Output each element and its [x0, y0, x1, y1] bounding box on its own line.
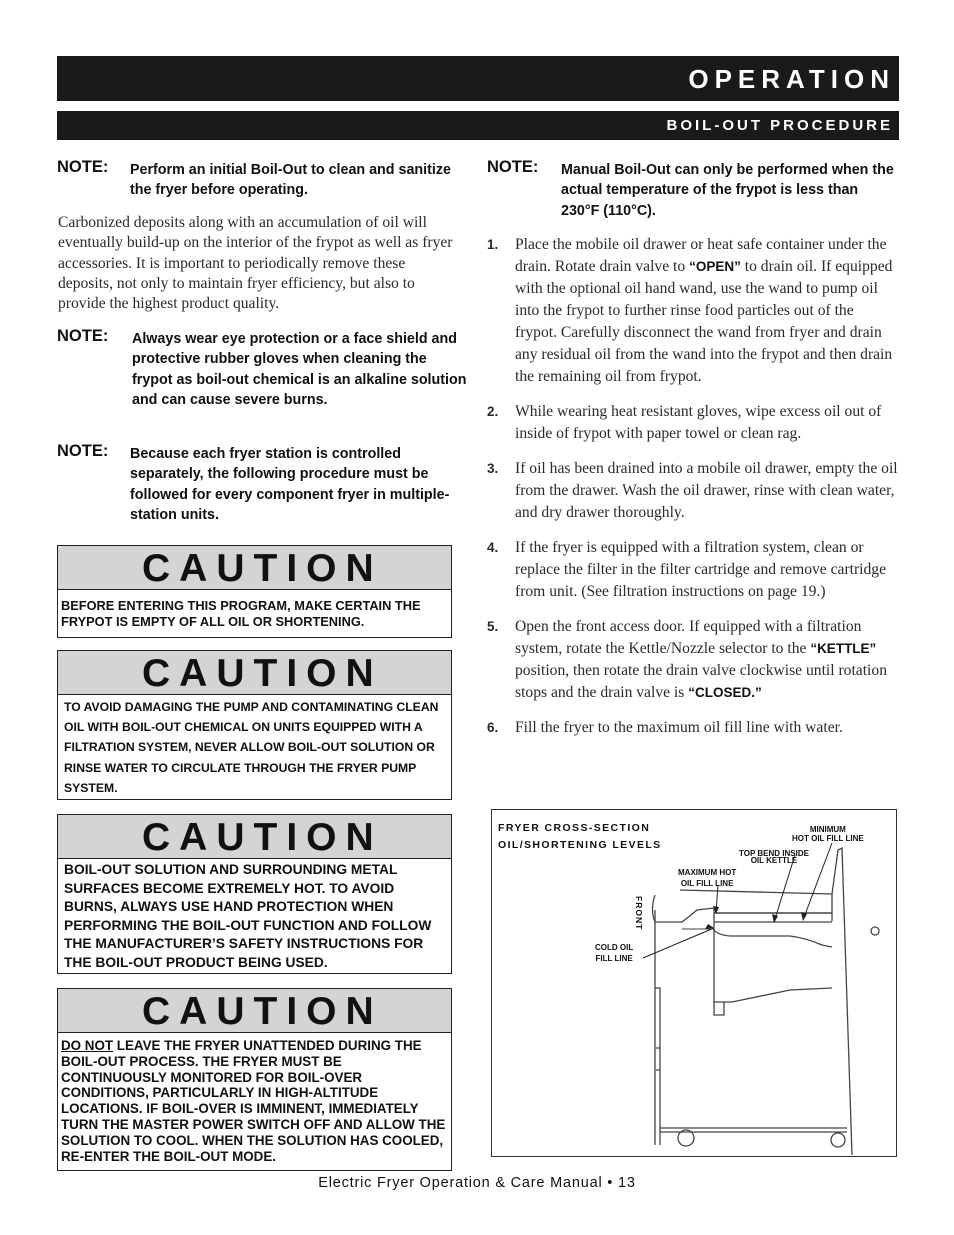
note-text: Manual Boil-Out can only be performed when the actual temperature of the frypot is less than 230°F (110°C).: [561, 162, 894, 219]
label-line: TOP BEND INSIDE: [739, 849, 809, 858]
label-maximum-hot-oil: [678, 868, 736, 888]
leader-top-bend: [774, 855, 795, 922]
caution-title: CAUTION: [58, 989, 451, 1033]
caution-box-hot-surfaces: [57, 814, 452, 974]
step-keyword: “OPEN”: [689, 259, 741, 274]
note-text: Because each fryer station is controlled separately, the following procedure must be followed for every component fryer in multiple-station units.: [130, 446, 450, 524]
caution-emphasis: DO NOT: [61, 1038, 114, 1053]
step-text: Fill the fryer to the maximum oil fill line with water.: [515, 719, 843, 736]
label-line: HOT OIL FILL LINE: [792, 834, 864, 843]
label-front: FRONT: [634, 896, 644, 931]
label-line: COLD OIL: [595, 943, 634, 952]
figure-title-line2: OIL/SHORTENING LEVELS: [498, 839, 662, 851]
step-item: [487, 717, 899, 739]
note-multiple-stations: [57, 444, 469, 526]
label-top-bend: [739, 849, 809, 865]
section-header: OPERATION: [57, 56, 899, 101]
step-keyword: “KETTLE”: [810, 641, 877, 656]
caution-text-rest: LEAVE THE FRYER UNATTENDED DURING THE BOIL-OUT PROCESS. THE FRYER MUST BE CONTINUOUSLY MONITORED FOR BOIL-OVER CONDITIONS, PARTICULARLY IN HIGH-ALTITUDE LOCATIONS. IF BOIL-OVER IS IMMINENT, IMMEDIATELY TURN THE MASTER POWER SWITCH OFF AND ALLOW THE SOLUTION TO COOL. WHEN THE SOLUTION HAS COOLED, RE-ENTER THE BOIL-OUT MODE.: [61, 1038, 446, 1164]
step-number: 4.: [487, 540, 499, 555]
note-text: Always wear eye protection or a face shield and protective rubber gloves when cleaning the frypot as boil-out chemical is an alkaline solution and can cause severe burns.: [132, 331, 467, 409]
note-label: NOTE:: [57, 158, 109, 176]
step-text: If oil has been drained into a mobile oil drawer, empty the oil from the drawer. Wash the oil drawer, rinse with clean water, and dry drawer thoroughly.: [515, 460, 898, 521]
kettle-bottom: [714, 930, 832, 1002]
fryer-diagram: [492, 810, 896, 1156]
figure-title: [498, 820, 662, 854]
step-number: 1.: [487, 237, 499, 252]
leader-cold: [643, 928, 714, 958]
step-item: [487, 616, 899, 704]
step-item: [487, 401, 899, 445]
caution-title: CAUTION: [58, 546, 451, 590]
kettle-rim: [714, 922, 832, 947]
step-text-cont: to drain oil. If equipped with the optional oil hand wand, use the wand to pump oil into the frypot to further rinse food particles out of the frypot. Carefully disconnect the wand from fryer and drain any residual oil from the wand into the frypot and then drain the remaining oil from frypot.: [515, 258, 893, 385]
note-label: NOTE:: [57, 442, 109, 460]
caution-text: [58, 1033, 451, 1164]
label-cold-oil: [595, 943, 633, 963]
caution-text: TO AVOID DAMAGING THE PUMP AND CONTAMINATING CLEAN OIL WITH BOIL-OUT CHEMICAL ON UNITS EQUIPPED WITH A FILTRATION SYSTEM, NEVER ALLOW BOIL-OUT SOLUTION OR RINSE WATER TO CIRCULATE THROUGH THE FRYER PUMP SYSTEM.: [64, 700, 439, 795]
side-knob: [871, 927, 879, 935]
figure-title-line1: FRYER CROSS-SECTION: [498, 822, 651, 834]
caution-text: BOIL-OUT SOLUTION AND SURROUNDING METAL SURFACES BECOME EXTREMELY HOT. TO AVOID BURNS, ALWAYS USE HAND PROTECTION WHEN PERFORMING THE BOIL-OUT FUNCTION AND FOLLOW THE MANUFACTURER’S SAFETY INSTRUCTIONS FOR THE BOIL-OUT PRODUCT BEING USED.: [64, 862, 432, 970]
step-number: 6.: [487, 720, 499, 735]
label-line: FILL LINE: [595, 954, 633, 963]
caution-box-empty-frypot: [57, 545, 452, 638]
caution-text: BEFORE ENTERING THIS PROGRAM, MAKE CERTAIN THE FRYPOT IS EMPTY OF ALL OIL OR SHORTENING.: [61, 598, 421, 629]
step-text: While wearing heat resistant gloves, wipe excess oil out of inside of frypot with paper towel or clean rag.: [515, 403, 882, 442]
note-eye-protection: [57, 329, 467, 411]
step-number: 5.: [487, 619, 499, 634]
note-text: Perform an initial Boil-Out to clean and sanitize the fryer before operating.: [130, 162, 451, 199]
note-manual-boilout: [487, 160, 899, 221]
step-item: [487, 234, 899, 388]
label-line: OIL FILL LINE: [680, 879, 734, 888]
cabinet-door: [655, 988, 660, 1145]
note-initial-boilout: [57, 160, 457, 201]
page-footer: Electric Fryer Operation & Care Manual • 13: [318, 1175, 636, 1191]
label-minimum-hot-oil: [792, 825, 864, 843]
step-number: 3.: [487, 461, 499, 476]
intro-paragraph: Carbonized deposits along with an accumulation of oil will eventually build-up on the interior of the frypot as well as fryer accessories. It is important to periodically remove these deposits, not only to maintain fryer efficiency, but also to provide the highest product quality.: [58, 214, 453, 313]
procedure-steps: [487, 234, 899, 752]
step-keyword-end: .”: [751, 685, 762, 700]
fryer-back-panel: [680, 848, 852, 1155]
note-label: NOTE:: [57, 327, 109, 345]
subsection-header: BOIL-OUT PROCEDURE: [57, 111, 899, 140]
step-text-cont: position, then rotate the drain valve clockwise until rotation stops and the drain valve is: [515, 662, 887, 701]
caution-title: CAUTION: [58, 815, 451, 859]
step-keyword: “CLOSED: [688, 685, 752, 700]
label-line: MINIMUM: [809, 825, 846, 834]
rear-caster: [831, 1133, 845, 1147]
fryer-cross-section-figure: [491, 809, 897, 1157]
step-text: Place the mobile oil drawer or heat safe container under the drain. Rotate drain valve to: [515, 236, 887, 275]
label-line: MAXIMUM HOT: [678, 868, 737, 877]
caution-title: CAUTION: [58, 651, 451, 695]
frypot-front-lip: [653, 895, 715, 922]
note-label: NOTE:: [487, 158, 539, 176]
drain-stub: [714, 1002, 724, 1015]
step-text: Open the front access door. If equipped with a filtration system, rotate the Kettle/Nozzle selector to the: [515, 618, 862, 657]
caution-box-pump: [57, 650, 452, 800]
label-line: OIL KETTLE: [750, 856, 798, 865]
step-item: [487, 537, 899, 603]
step-item: [487, 458, 899, 524]
step-text: If the fryer is equipped with a filtration system, clean or replace the filter in the filter cartridge and remove cartridge from unit. (See filtration instructions on page 19.): [515, 539, 887, 600]
caution-box-unattended: [57, 988, 452, 1171]
step-number: 2.: [487, 404, 499, 419]
